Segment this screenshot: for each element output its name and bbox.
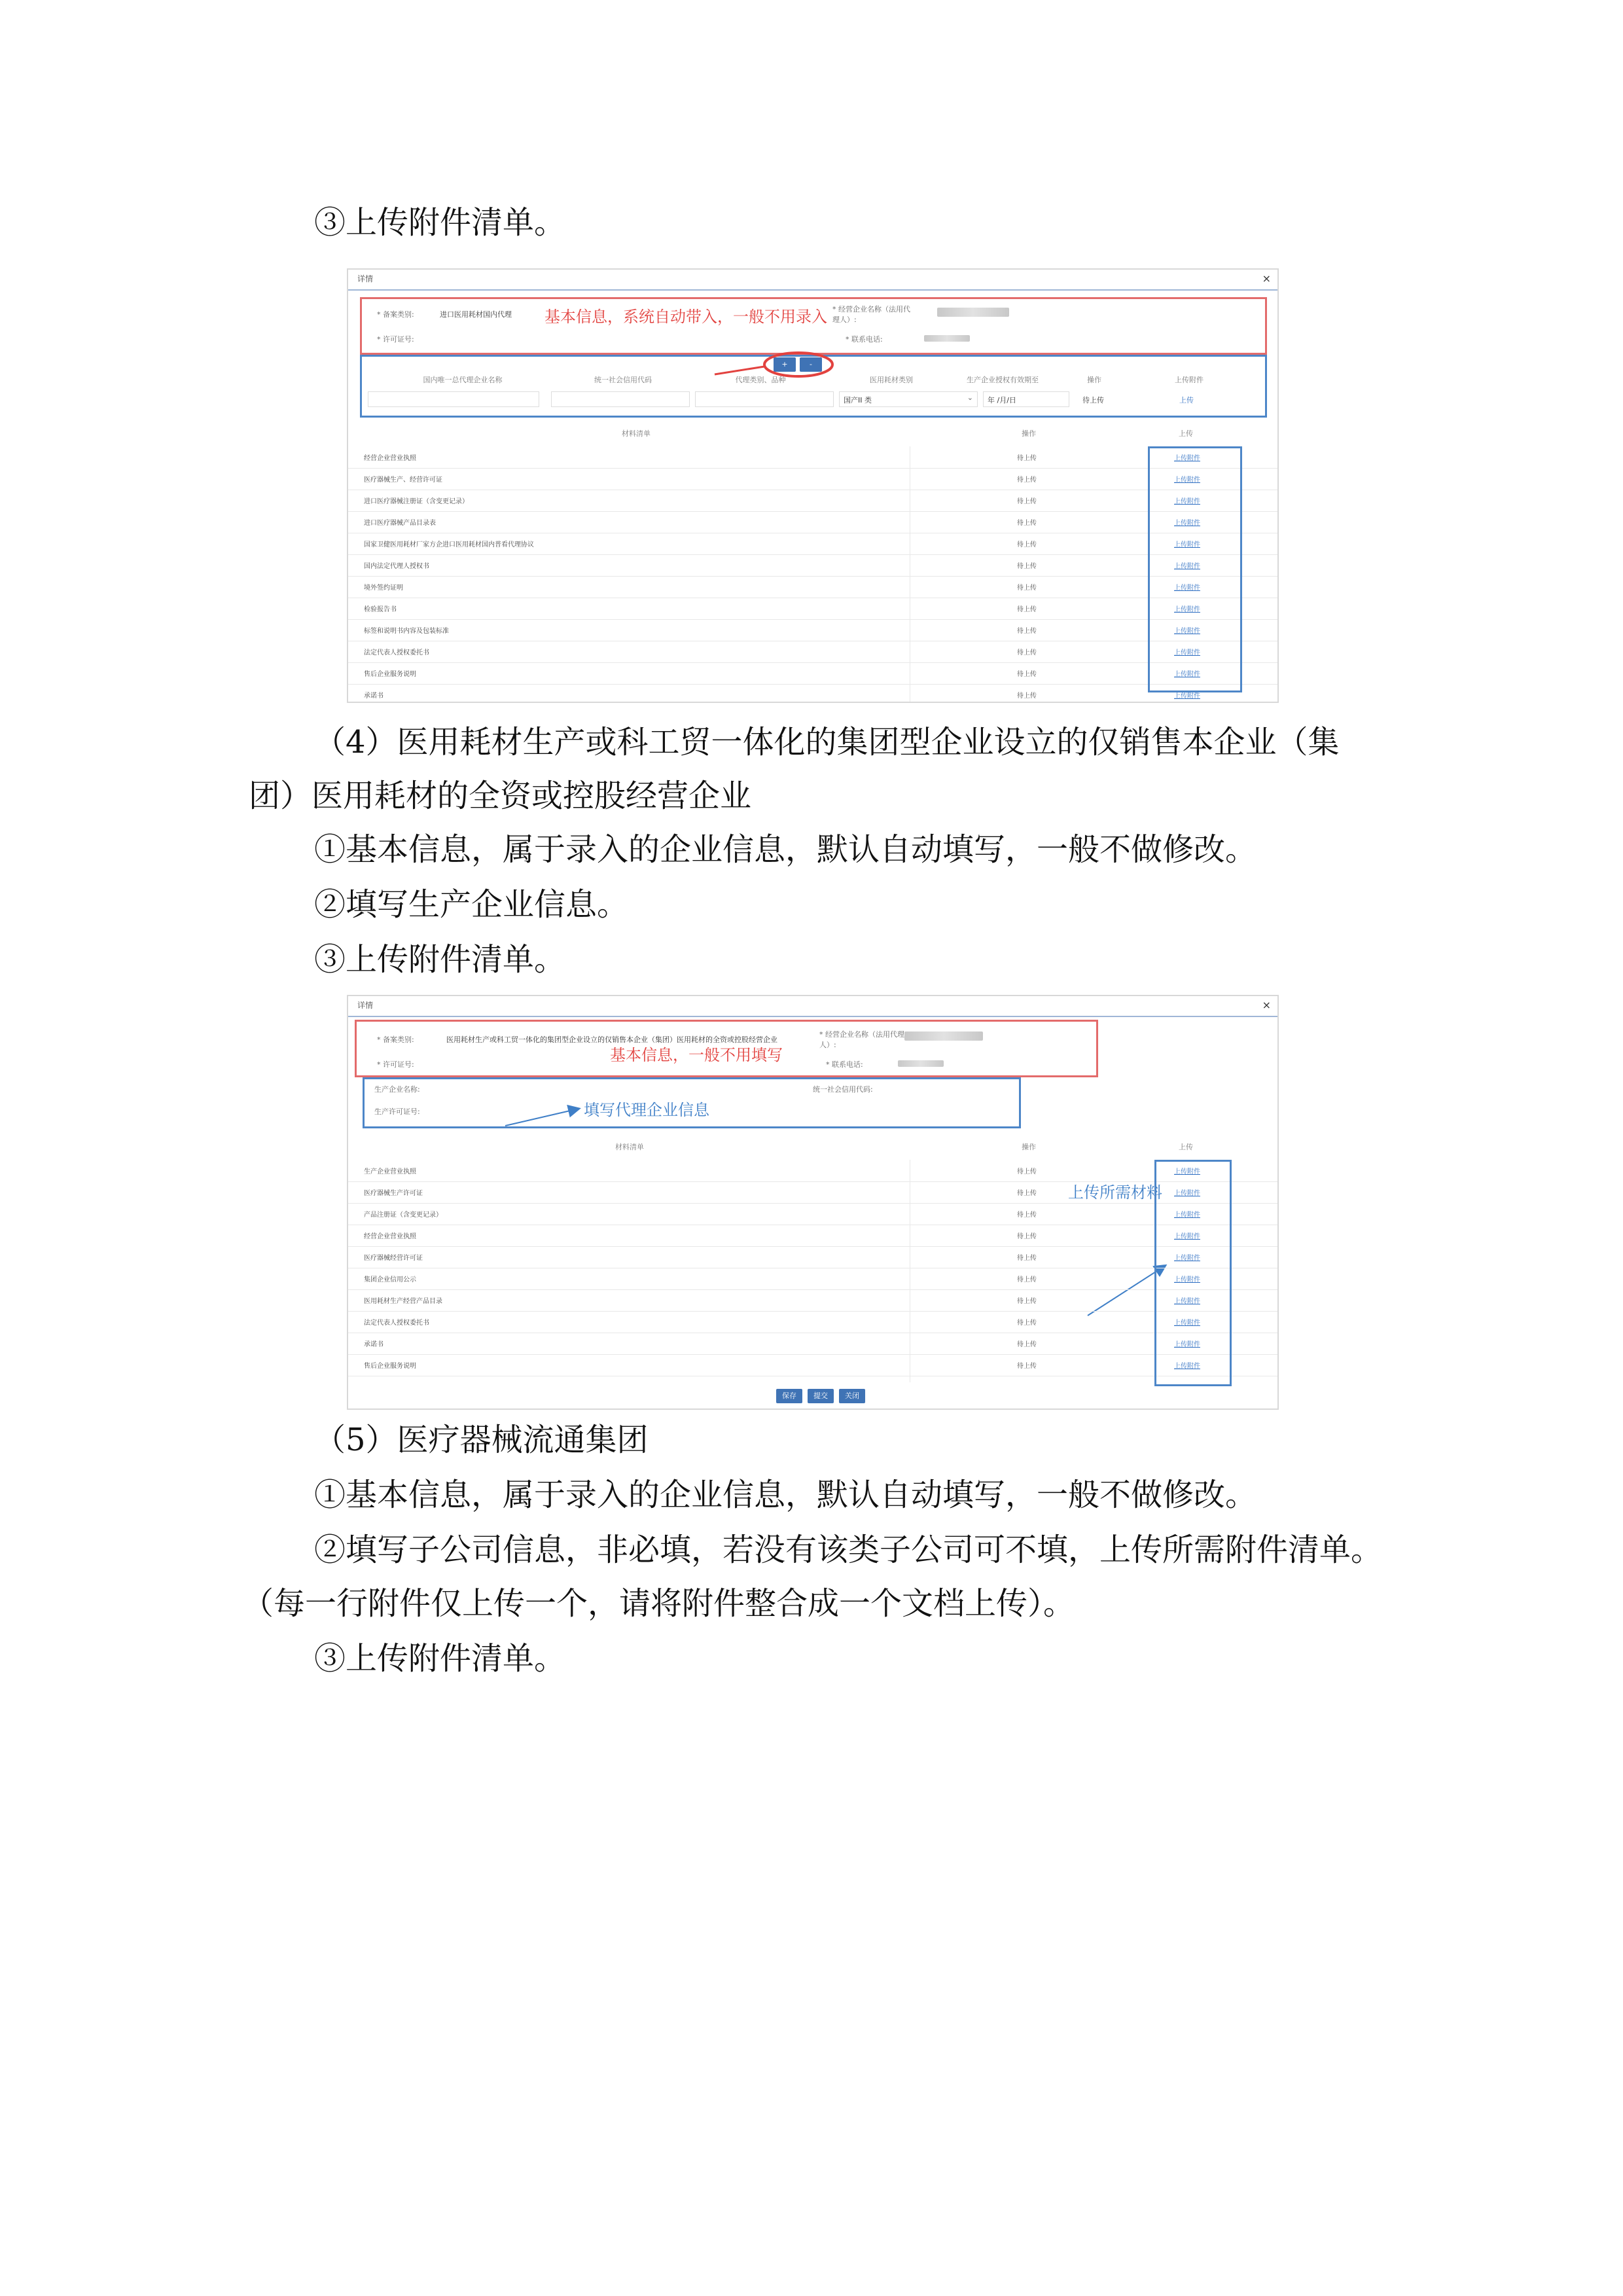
producer-name-label: 生产企业名称:: [374, 1085, 420, 1094]
table-row: [348, 619, 1277, 641]
col-credit-code: 统一社会信用代码: [594, 376, 652, 384]
material-name: 承诺书: [364, 1341, 383, 1348]
material-name: 医疗器械生产、经营许可证: [364, 476, 442, 484]
upload-attachment-link[interactable]: 上传附件: [1174, 498, 1200, 505]
dialog-title: 详情: [348, 270, 1277, 291]
agent-category-input[interactable]: [695, 391, 834, 407]
material-name: 售后企业服务说明: [364, 671, 416, 678]
table-row: [348, 490, 1277, 512]
table-row: [348, 511, 1277, 533]
step-3-upload-text: ③上传附件清单。: [314, 204, 566, 241]
material-name: 境外签约证明: [364, 584, 403, 592]
upload-attachment-link[interactable]: 上传附件: [1174, 692, 1200, 700]
material-name: 法定代表人授权委托书: [364, 1319, 429, 1327]
phone-label: * 联系电话:: [826, 1060, 863, 1069]
material-name: 法定代表人授权委托书: [364, 649, 429, 656]
table-row: [348, 684, 1277, 703]
step-2-fill-producer: ②填写生产企业信息。: [314, 886, 629, 923]
material-name: 国内法定代理人授权书: [364, 563, 429, 570]
material-status: 待上传: [1017, 1276, 1037, 1283]
fill-agent-note: 填写代理企业信息: [584, 1101, 709, 1119]
credit-code-label: 统一社会信用代码:: [813, 1085, 873, 1094]
material-name: 进口医疗器械注册证（含变更记录）: [364, 498, 469, 505]
phone-label: * 联系电话:: [846, 335, 883, 344]
material-status: 待上传: [1017, 498, 1037, 505]
material-status: 待上传: [1017, 1363, 1037, 1370]
section-4-heading-line1: （4）医用耗材生产或科工贸一体化的集团型企业设立的仅销售本企业（集: [314, 724, 1340, 761]
type-label: * 备案类别:: [377, 310, 414, 319]
section-5-step-2: ②填写子公司信息，非必填，若没有该类子公司可不填，上传所需附件清单。: [314, 1532, 1383, 1568]
material-status: 待上传: [1017, 520, 1037, 527]
table-row: [348, 641, 1277, 663]
material-status: 待上传: [1017, 1255, 1037, 1262]
table-row: [348, 1333, 1277, 1355]
section-5-heading: （5）医疗器械流通集团: [314, 1422, 649, 1458]
save-button[interactable]: 保存: [776, 1389, 802, 1403]
row-upload-link[interactable]: 上传: [1179, 396, 1194, 404]
close-icon[interactable]: ×: [1262, 999, 1271, 1011]
material-status: 待上传: [1017, 1233, 1037, 1240]
material-status: 待上传: [1017, 1341, 1037, 1348]
screenshot-group-enterprise-form: [347, 995, 1279, 1410]
table-row: [348, 1203, 1277, 1225]
material-status: 待上传: [1017, 1211, 1037, 1219]
col-consumable-category: 医用耗材类别: [870, 376, 913, 384]
credit-code-input[interactable]: [551, 391, 690, 407]
upload-attachment-link[interactable]: 上传附件: [1174, 541, 1200, 548]
material-status: 待上传: [1017, 628, 1037, 635]
upload-attachment-link[interactable]: 上传附件: [1174, 1319, 1200, 1327]
section-5-step-3: ③上传附件清单。: [314, 1640, 566, 1677]
material-status: 待上传: [1017, 671, 1037, 678]
material-status: 待上传: [1017, 649, 1037, 656]
upload-attachment-link[interactable]: 上传附件: [1174, 1211, 1200, 1219]
material-name: 经营企业营业执照: [364, 455, 416, 462]
table-row: [348, 1354, 1277, 1376]
col-upload: 上传附件: [1175, 376, 1204, 384]
table-row: [348, 576, 1277, 598]
delete-row-button[interactable]: -: [800, 357, 822, 372]
material-name: 集团企业信用公示: [364, 1276, 416, 1283]
mat-col-list: 材料清单: [622, 429, 651, 438]
material-status: 待上传: [1017, 455, 1037, 462]
material-status: 待上传: [1017, 1319, 1037, 1327]
chevron-down-icon: ⌄: [967, 393, 973, 402]
table-row: [348, 1289, 1277, 1312]
col-auth-expiry: 生产企业授权有效期至: [967, 376, 1039, 384]
table-row: [348, 554, 1277, 577]
table-row: [348, 1160, 1277, 1182]
basic-info-note: 基本信息，系统自动带入，一般不用录入: [544, 308, 827, 326]
col-agent-name: 国内唯一总代理企业名称: [423, 376, 503, 384]
section-4-heading-line2: 团）医用耗材的全资或控股经营企业: [249, 778, 752, 814]
consumable-category-select[interactable]: 国产II 类 ⌄: [839, 391, 978, 407]
material-name: 承诺书: [364, 692, 383, 700]
material-name: 售后企业服务说明: [364, 1363, 416, 1370]
col-agent-category: 代理类别、品种: [735, 376, 786, 384]
upload-attachment-link[interactable]: 上传附件: [1174, 1233, 1200, 1240]
material-name: 检验报告书: [364, 606, 397, 613]
material-status: 待上传: [1017, 584, 1037, 592]
type-value: 进口医用耗材国内代理: [440, 310, 512, 319]
close-button[interactable]: 关闭: [839, 1389, 865, 1403]
material-status: 待上传: [1017, 1298, 1037, 1305]
upload-column-highlight: [1154, 1160, 1232, 1386]
dialog-title: 详情: [348, 996, 1277, 1017]
row-status: 待上传: [1082, 396, 1104, 404]
material-name: 医疗器械生产许可证: [364, 1190, 423, 1197]
add-row-button[interactable]: +: [774, 357, 796, 372]
mat-col-op: 操作: [1022, 1143, 1036, 1151]
material-name: 进口医疗器械产品目录表: [364, 520, 436, 527]
section-5-step-1: ①基本信息，属于录入的企业信息，默认自动填写，一般不做修改。: [314, 1477, 1257, 1513]
upload-attachment-link[interactable]: 上传附件: [1174, 1190, 1200, 1197]
material-name: 经营企业营业执照: [364, 1233, 416, 1240]
material-name: 医用耗材生产经营产品目录: [364, 1298, 442, 1305]
table-row: [348, 1311, 1277, 1333]
screenshot-import-agent-form: [347, 268, 1279, 703]
upload-attachment-link[interactable]: 上传附件: [1174, 584, 1200, 592]
table-row: [348, 446, 1277, 469]
upload-attachment-link[interactable]: 上传附件: [1174, 628, 1200, 635]
upload-attachment-link[interactable]: 上传附件: [1174, 1298, 1200, 1305]
material-status: 待上传: [1017, 1168, 1037, 1175]
step-3-upload-text-2: ③上传附件清单。: [314, 941, 566, 978]
mat-col-op: 操作: [1022, 429, 1036, 438]
submit-button[interactable]: 提交: [808, 1389, 834, 1403]
license-label: * 许可证号:: [377, 335, 414, 344]
upload-materials-note: 上传所需材料: [1068, 1183, 1162, 1202]
license-label: * 许可证号:: [377, 1060, 414, 1069]
agent-name-input[interactable]: [368, 391, 539, 407]
table-row: [348, 1225, 1277, 1247]
material-status: 待上传: [1017, 476, 1037, 484]
mat-col-upload: 上传: [1179, 429, 1193, 438]
table-row: [348, 1246, 1277, 1268]
material-status: 待上传: [1017, 692, 1037, 700]
upload-attachment-link[interactable]: 上传附件: [1174, 1363, 1200, 1370]
material-name: 生产企业营业执照: [364, 1168, 416, 1175]
upload-attachment-link[interactable]: 上传附件: [1174, 649, 1200, 656]
expiry-date-input[interactable]: 年 /月/日: [983, 391, 1069, 407]
mat-col-upload: 上传: [1179, 1143, 1193, 1151]
upload-attachment-link[interactable]: 上传附件: [1174, 476, 1200, 484]
material-name: 医疗器械经营许可证: [364, 1255, 423, 1262]
upload-attachment-link[interactable]: 上传附件: [1174, 455, 1200, 462]
upload-attachment-link[interactable]: 上传附件: [1174, 671, 1200, 678]
upload-attachment-link[interactable]: 上传附件: [1174, 520, 1200, 527]
type-value: 医用耗材生产或科工贸一体化的集团型企业设立的仅销售本企业（集团）医用耗材的全资或控股经营企业: [446, 1035, 777, 1044]
producer-license-label: 生产许可证号:: [374, 1107, 420, 1116]
table-row: [348, 533, 1277, 555]
material-status: 待上传: [1017, 1190, 1037, 1197]
step-1-basic-info: ①基本信息，属于录入的企业信息，默认自动填写，一般不做修改。: [314, 831, 1257, 868]
company-label: * 经营企业名称（法用代理人）:: [819, 1030, 904, 1049]
table-row: [348, 598, 1277, 620]
material-name: 国家卫健医用耗材厂家方企进口医用耗材国内普看代理协议: [364, 541, 534, 548]
mat-col-list: 材料清单: [615, 1143, 644, 1151]
col-operation: 操作: [1087, 376, 1101, 384]
table-row: [348, 662, 1277, 685]
table-row: [348, 468, 1277, 490]
type-label: * 备案类别:: [377, 1035, 414, 1044]
material-status: 待上传: [1017, 606, 1037, 613]
section-5-step-2-note: （每一行附件仅上传一个，请将附件整合成一个文档上传）。: [242, 1585, 1075, 1622]
materials-list: [348, 446, 1277, 703]
material-name: 产品注册证（含变更记录）: [364, 1211, 442, 1219]
material-status: 待上传: [1017, 541, 1037, 548]
upload-attachment-link[interactable]: 上传附件: [1174, 1255, 1200, 1262]
basic-info-note: 基本信息，一般不用填写: [610, 1046, 783, 1064]
material-status: 待上传: [1017, 563, 1037, 570]
upload-attachment-link[interactable]: 上传附件: [1174, 1276, 1200, 1283]
upload-column-highlight: [1148, 446, 1242, 692]
upload-attachment-link[interactable]: 上传附件: [1174, 1168, 1200, 1175]
upload-attachment-link[interactable]: 上传附件: [1174, 606, 1200, 613]
company-label: * 经营企业名称（法用代理人）:: [832, 305, 910, 324]
material-name: 标签和说明书内容及包装标准: [364, 628, 449, 635]
table-row: [348, 1268, 1277, 1290]
upload-attachment-link[interactable]: 上传附件: [1174, 563, 1200, 570]
upload-attachment-link[interactable]: 上传附件: [1174, 1341, 1200, 1348]
close-icon[interactable]: ×: [1262, 272, 1271, 285]
